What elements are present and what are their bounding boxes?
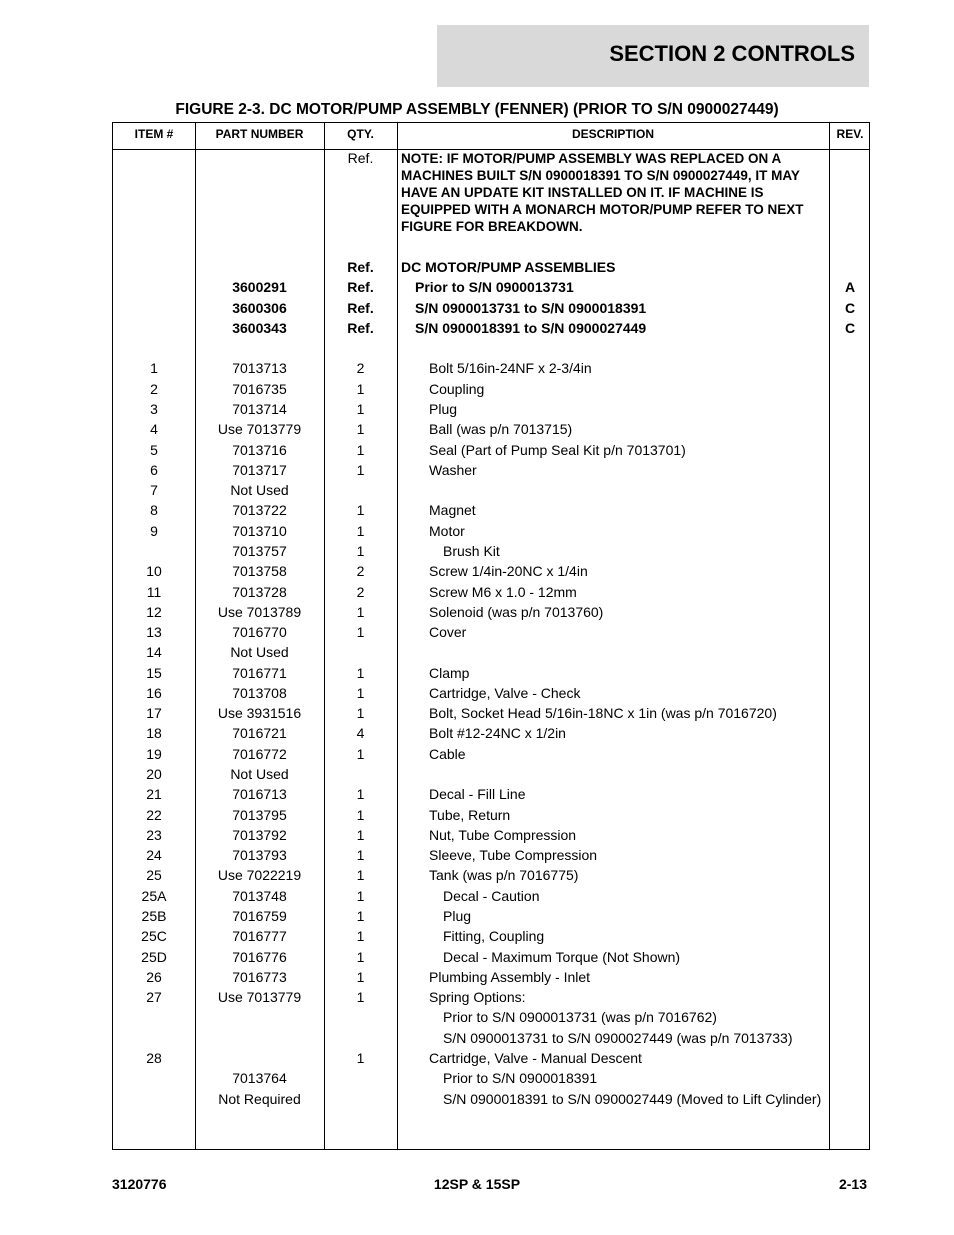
quantity: 1 [356,684,365,701]
part-number: 7016772 [232,745,287,762]
part-number: 7016771 [232,664,287,681]
table-row [113,1048,871,1068]
part-number: Use 7013789 [217,603,302,620]
quantity: Ref. [347,299,374,316]
part-number: 7016776 [232,948,287,965]
revision: C [844,319,856,336]
description: Bolt 5/16in-24NF x 2-3/4in [429,360,592,377]
item-number: 12 [146,603,162,620]
table-row [113,1007,871,1027]
table-row [113,764,871,784]
item-number: 27 [146,989,162,1006]
quantity: 1 [356,441,365,458]
part-number: Use 7013779 [217,421,302,438]
item-number: 15 [146,664,162,681]
description: Plug [429,401,458,417]
quantity: 2 [356,360,365,377]
description: Cover [429,624,467,640]
item-number: 11 [146,583,162,600]
description: Plumbing Assembly - Inlet [429,968,591,985]
table-row [113,663,871,683]
quantity: 1 [356,887,365,904]
quantity: 1 [356,502,365,519]
item-number: 13 [146,624,162,640]
column-header-description: DESCRIPTION [571,127,654,141]
table-row [113,784,871,804]
description: Tank (was p/n 7016775) [429,867,579,884]
quantity: 1 [356,948,365,965]
description: Washer [429,461,477,478]
description: Magnet [429,502,476,519]
part-number: 7013710 [232,522,287,539]
table-row [113,622,871,642]
quantity: 1 [356,786,365,803]
item-number: 25A [141,887,167,904]
part-number: 7016759 [232,908,287,924]
table-row [113,521,871,541]
table-row [113,500,871,520]
item-number: 28 [146,1049,162,1066]
quantity: 1 [356,421,365,438]
revision: A [844,279,856,296]
item-number: 10 [146,563,162,580]
item-number: 25C [141,928,167,945]
table-row [113,1089,871,1109]
quantity: 1 [356,1049,365,1066]
description: S/N 0900013731 to S/N 0900018391 [415,299,647,316]
revision: C [844,299,856,316]
table-row [113,886,871,906]
table-row [113,703,871,723]
parts-table [112,122,870,1150]
column-header-part-number: PART NUMBER [215,127,304,141]
table-row [113,1068,871,1088]
item-number: 6 [150,461,158,478]
part-number: 7013722 [232,502,287,519]
quantity: 1 [356,522,365,539]
part-number: Not Used [230,766,289,782]
part-number: 3600306 [232,299,287,316]
column-header-rev: REV. [836,127,864,141]
table-row [113,582,871,602]
part-number: Not Used [230,482,289,499]
description: Fitting, Coupling [443,928,545,945]
table-row [113,1028,871,1048]
part-number: 7013728 [232,583,287,600]
table-row [113,926,871,946]
item-number: 21 [146,786,162,803]
description: Tube, Return [429,806,511,823]
part-number: 7013714 [232,401,287,417]
item-number: 3 [150,401,158,417]
table-row [113,277,871,297]
item-number: 24 [146,847,162,864]
table-row [113,480,871,500]
section-banner [437,25,869,87]
footer-model: 12SP & 15SP [433,1176,521,1192]
item-number: 20 [146,766,162,782]
quantity: 1 [356,603,365,620]
table-row [113,602,871,622]
part-number: 7016770 [232,624,287,640]
description: Cartridge, Valve - Check [429,684,581,701]
section-title: SECTION 2 CONTROLS [609,41,855,66]
part-number: 7016777 [232,928,287,945]
item-number: 2 [150,380,158,397]
description: Screw 1/4in-20NC x 1/4in [429,563,588,580]
table-row [113,744,871,764]
item-number: 26 [146,968,162,985]
description: Sleeve, Tube Compression [429,847,598,864]
quantity: 2 [356,583,365,600]
description: S/N 0900013731 to S/N 0900027449 (was p/n 7013733) [443,1029,793,1046]
note-qty: Ref. [347,150,374,166]
item-number: 23 [146,826,162,843]
description: S/N 0900018391 to S/N 0900027449 (Moved to Lift Cylinder) [443,1090,822,1107]
quantity: 1 [356,867,365,884]
quantity: 1 [356,847,365,864]
table-row [113,865,871,885]
part-number: 7013716 [232,441,287,458]
table-row [113,399,871,419]
item-number: 25D [141,948,167,965]
footer-page-number: 2-13 [838,1176,867,1192]
quantity: 1 [356,928,365,945]
quantity: 1 [356,908,365,924]
description: Cartridge, Valve - Manual Descent [429,1049,642,1066]
quantity: 1 [356,461,365,478]
note-text: NOTE: IF MOTOR/PUMP ASSEMBLY WAS REPLACED ON A MACHINES BUILT S/N 0900018391 TO S/N 0900027449, IT MAY HAVE AN UPDATE KIT INSTALLED ON IT. IF MACHINE IS EQUIPPED WITH A MONARCH MOTOR/PUMP REFER TO NEXT FIGURE FOR BREAKDOWN. [401,151,804,234]
part-number: 7013792 [232,826,287,843]
description: Bolt #12-24NC x 1/2in [429,725,566,742]
item-number: 7 [150,482,158,499]
item-number: 4 [150,421,158,438]
quantity: 1 [356,968,365,985]
description: Bolt, Socket Head 5/16in-18NC x 1in (was p/n 7016720) [429,705,777,722]
item-number: 22 [146,806,162,823]
part-number: 7013758 [232,563,287,580]
item-number: 18 [146,725,162,742]
description: Decal - Caution [443,887,540,904]
description: Seal (Part of Pump Seal Kit p/n 7013701) [429,441,686,458]
table-row [113,987,871,1007]
part-number: Not Required [218,1090,301,1107]
description: S/N 0900018391 to S/N 0900027449 [415,319,647,336]
quantity: 1 [356,624,365,640]
quantity: 2 [356,563,365,580]
quantity: 1 [356,705,365,722]
quantity: 1 [356,826,365,843]
table-row [113,440,871,460]
description: Solenoid (was p/n 7013760) [429,603,604,620]
table-row [113,561,871,581]
quantity: 1 [356,745,365,762]
description: Decal - Maximum Torque (Not Shown) [443,948,681,965]
quantity: Ref. [347,259,374,275]
part-number: 7013793 [232,847,287,864]
quantity: Ref. [347,319,374,336]
quantity: 1 [356,401,365,417]
description: Screw M6 x 1.0 - 12mm [429,583,577,600]
table-row [113,298,871,318]
table-row [113,906,871,926]
description: Plug [443,908,472,924]
column-header-qty: QTY. [347,127,374,141]
part-number: 7013757 [232,542,287,559]
table-row [113,257,871,277]
item-number: 9 [150,522,158,539]
part-number: 7016773 [232,968,287,985]
table-row [113,642,871,662]
part-number: 7016735 [232,380,287,397]
quantity: 1 [356,989,365,1006]
table-row [113,541,871,561]
quantity: 1 [356,380,365,397]
table-row [113,318,871,338]
table-row [113,358,871,378]
table-row [113,805,871,825]
item-number: 8 [150,502,158,519]
item-number: 1 [150,360,158,377]
table-row [113,338,871,358]
quantity: 1 [356,542,365,559]
item-number: 25B [141,908,167,924]
quantity: Ref. [347,279,374,296]
item-number: 17 [146,705,162,722]
part-number: Use 7022219 [217,867,302,884]
description: Prior to S/N 0900018391 [443,1070,598,1087]
description: Clamp [429,664,470,681]
table-row [113,379,871,399]
quantity: 1 [356,806,365,823]
table-row [113,825,871,845]
table-row [113,683,871,703]
table-row [113,967,871,987]
part-number: 7013713 [232,360,287,377]
table-row [113,419,871,439]
figure-title: FIGURE 2-3. DC MOTOR/PUMP ASSEMBLY (FENNER) (PRIOR TO S/N 0900027449) [175,101,779,118]
table-row [113,460,871,480]
part-number: Use 7013779 [217,989,302,1006]
description: Decal - Fill Line [429,786,526,803]
description: DC MOTOR/PUMP ASSEMBLIES [401,259,616,275]
part-number: 7013764 [232,1070,287,1087]
part-number: 7013708 [232,684,287,701]
description: Spring Options: [429,989,526,1006]
description: Prior to S/N 0900013731 (was p/n 7016762) [443,1009,717,1026]
description: Cable [429,745,466,762]
quantity: 4 [356,725,365,742]
part-number: 3600291 [232,279,287,296]
part-number: 3600343 [232,319,287,336]
item-number: 16 [146,684,162,701]
description: Motor [429,522,465,539]
footer-document-number: 3120776 [112,1176,167,1192]
item-number: 19 [146,745,162,762]
part-number: Use 3931516 [217,705,302,722]
table-row [113,947,871,967]
item-number: 14 [146,644,162,661]
part-number: 7016721 [232,725,287,742]
part-number: Not Used [230,644,289,661]
quantity: 1 [356,664,365,681]
part-number: 7013748 [232,887,287,904]
part-number: 7016713 [232,786,287,803]
table-row [113,845,871,865]
item-number: 5 [150,441,158,458]
description: Ball (was p/n 7013715) [429,421,573,438]
description: Coupling [429,380,485,397]
description: Brush Kit [443,542,500,559]
column-header-item: ITEM # [134,127,174,141]
table-row [113,723,871,743]
part-number: 7013717 [232,461,287,478]
description: Nut, Tube Compression [429,826,577,843]
part-number: 7013795 [232,806,287,823]
description: Prior to S/N 0900013731 [415,279,574,296]
item-number: 25 [146,867,162,884]
